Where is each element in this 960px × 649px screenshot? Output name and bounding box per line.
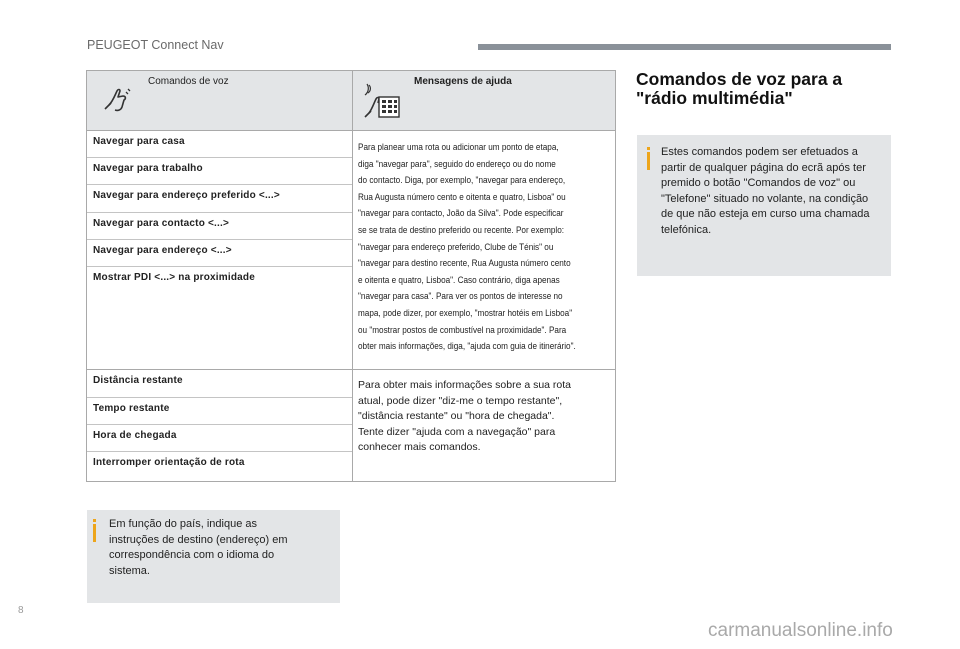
help-line: "distância restante" ou "hora de chegada". [358,410,555,422]
table-row [87,158,352,185]
help-line: se se trata de destino preferido ou recente. Por exemplo: [358,224,565,235]
help-line: Para obter mais informações sobre a sua rota [358,379,572,391]
table-row [87,185,352,213]
help-text-route-info [358,378,608,456]
note-line: instruções de destino (endereço) em [109,533,288,546]
header-help-messages: Mensagens de ajuda [414,76,512,87]
help-line: mapa, pode dizer, por exemplo, "mostrar hotéis em Lisboa" [358,307,573,318]
command-distancia-restante: Distância restante [93,375,183,386]
info-note-voice-commands [637,135,891,276]
table-row [87,131,352,158]
note-line: premido o botão "Comandos de voz" ou [661,177,856,189]
voice-commands-table [86,70,616,482]
help-line: "navegar para endereço preferido, Clube de Ténis" ou [358,241,554,252]
help-line: Para planear uma rota ou adicionar um ponto de etapa, [358,142,559,152]
help-line: diga "navegar para", seguido do endereço ou do nome [358,158,556,169]
note-text [661,145,889,238]
header-bar [478,44,891,50]
info-icon [647,152,650,170]
table-row [87,398,352,425]
column-divider [352,71,353,481]
table-header [87,71,615,131]
command-navegar-contacto: Navegar para contacto <...> [93,218,230,229]
note-line: "Telefone" situado no volante, na condição [661,192,869,205]
note-line: partir de qualquer página do ecrã após ter [661,161,866,174]
section-title-line: Comandos de voz para a [636,69,843,89]
header-title: PEUGEOT Connect Nav [87,38,224,52]
command-navegar-trabalho: Navegar para trabalho [93,163,203,174]
table-row [87,370,352,398]
help-line: "navegar para casa". Para ver os pontos de interesse no [358,291,563,302]
note-line: Em função do país, indique as [109,518,257,530]
command-navegar-endereco: Navegar para endereço <...> [93,245,232,256]
command-hora-chegada: Hora de chegada [93,430,177,441]
voice-command-icon [101,83,133,115]
table-row [87,240,352,267]
table-row [87,213,352,240]
help-line: "navegar para destino recente, Rua Augusta número cento [358,258,571,269]
note-line: sistema. [109,564,150,577]
command-mostrar-pdi: Mostrar PDI <...> na proximidade [93,272,256,283]
note-line: correspondência com o idioma do [109,549,275,561]
help-line: obter mais informações, diga, "ajuda com guia de itinerário". [358,341,576,352]
note-line: de que não esteja em curso uma chamada [661,208,870,220]
help-line: ou "mostrar postos de combustível na proximidade". Para [358,324,567,335]
help-text-navigation [358,139,595,355]
help-line: do contacto. Diga, por exemplo, "navegar para endereço, [358,175,566,186]
help-line: e oitenta e quatro, Lisboa". Caso contrário, diga apenas [358,274,560,285]
header-voice-commands: Comandos de voz [148,76,229,87]
note-line: telefónica. [661,223,712,236]
note-line: Estes comandos podem ser efetuados a [661,146,858,158]
info-icon-dot [93,519,96,522]
command-interromper-orientacao: Interromper orientação de rota [93,457,245,468]
info-icon-dot [647,147,650,150]
info-icon [93,524,96,542]
table-row [87,425,352,452]
info-note-country [87,510,340,603]
section-title-line: "rádio multimédia" [636,88,793,108]
section-title [636,70,842,108]
help-line: atual, pode dizer "diz-me o tempo restante", [358,394,563,407]
watermark: carmanualsonline.info [708,620,893,641]
table-row [87,267,352,367]
note-text [109,517,334,579]
help-line: Rua Augusta número cento e oitenta e quatro, Lisboa" ou [358,191,566,202]
help-line: conhecer mais comandos. [358,441,481,453]
help-keypad-icon [362,83,402,121]
help-line: Tente dizer "ajuda com a navegação" para [358,425,556,438]
help-line: "navegar para contacto, João da Silva". Pode especificar [358,208,564,219]
command-navegar-casa: Navegar para casa [93,136,185,147]
command-tempo-restante: Tempo restante [93,403,170,414]
table-row [87,452,352,481]
page-number: 8 [18,605,24,616]
command-navegar-preferido: Navegar para endereço preferido <...> [93,190,280,201]
